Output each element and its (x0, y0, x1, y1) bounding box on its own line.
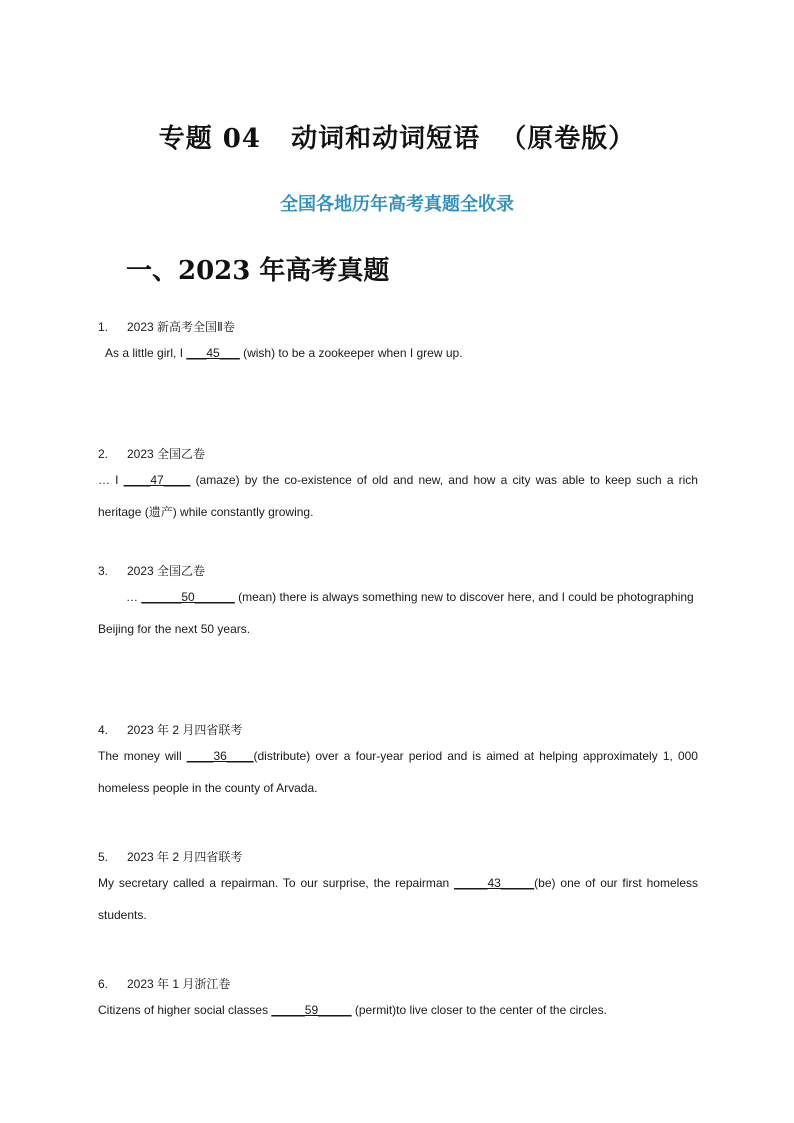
answer-blank: ____47____ (123, 473, 191, 487)
question-text: My secretary called a repairman. To our surprise, the repairman _____43_____(be) one of our first homeless students. (98, 876, 698, 922)
question-number: 4. (98, 723, 109, 737)
question-item (98, 720, 698, 804)
question-number: 3. (98, 564, 109, 578)
page-title: 专题 04 动词和动词短语 （原卷版） (158, 124, 636, 154)
question-text: Citizens of higher social classes _____59_____ (permit)to live closer to the center of the circles. (98, 1003, 607, 1017)
question-text: … I ____47____ (amaze) by the co-existence of old and new, and how a city was able to keep such a rich heritage (遗产) while constantly growing. (98, 473, 698, 519)
question-text: As a little girl, I ___45___ (wish) to be a zookeeper when I grew up. (105, 346, 463, 360)
question-source: 2023 新高考全国Ⅱ卷 (127, 320, 235, 334)
question-number: 2. (98, 447, 109, 461)
question-number: 5. (98, 850, 109, 864)
section-heading: 一、2023 年高考真题 (126, 256, 390, 286)
question-item (98, 847, 698, 931)
page-subtitle: 全国各地历年高考真题全收录 (280, 194, 514, 215)
question-text: The money will ____36____(distribute) over a four-year period and is aimed at helping approximately 1, 000 homeless people in the county of Arvada. (98, 749, 698, 795)
answer-blank: ______50______ (141, 590, 235, 604)
question-source: 2023 年 2 月四省联考 (127, 723, 243, 737)
question-item (98, 974, 698, 1026)
question-text: … ______50______ (mean) there is always something new to discover here, and I could be photographing Beijing for the next 50 years. (98, 590, 694, 636)
question-source: 2023 全国乙卷 (127, 447, 206, 461)
question-item (98, 444, 698, 528)
question-source: 2023 全国乙卷 (127, 564, 206, 578)
answer-blank: ___45___ (186, 346, 240, 360)
answer-blank: _____59_____ (271, 1003, 352, 1017)
answer-blank: _____43_____ (454, 876, 535, 890)
question-item (98, 561, 698, 645)
question-source: 2023 年 2 月四省联考 (127, 850, 243, 864)
question-item (98, 317, 698, 369)
question-number: 6. (98, 977, 109, 991)
question-source: 2023 年 1 月浙江卷 (127, 977, 231, 991)
question-number: 1. (98, 320, 109, 334)
answer-blank: ____36____ (186, 749, 254, 763)
